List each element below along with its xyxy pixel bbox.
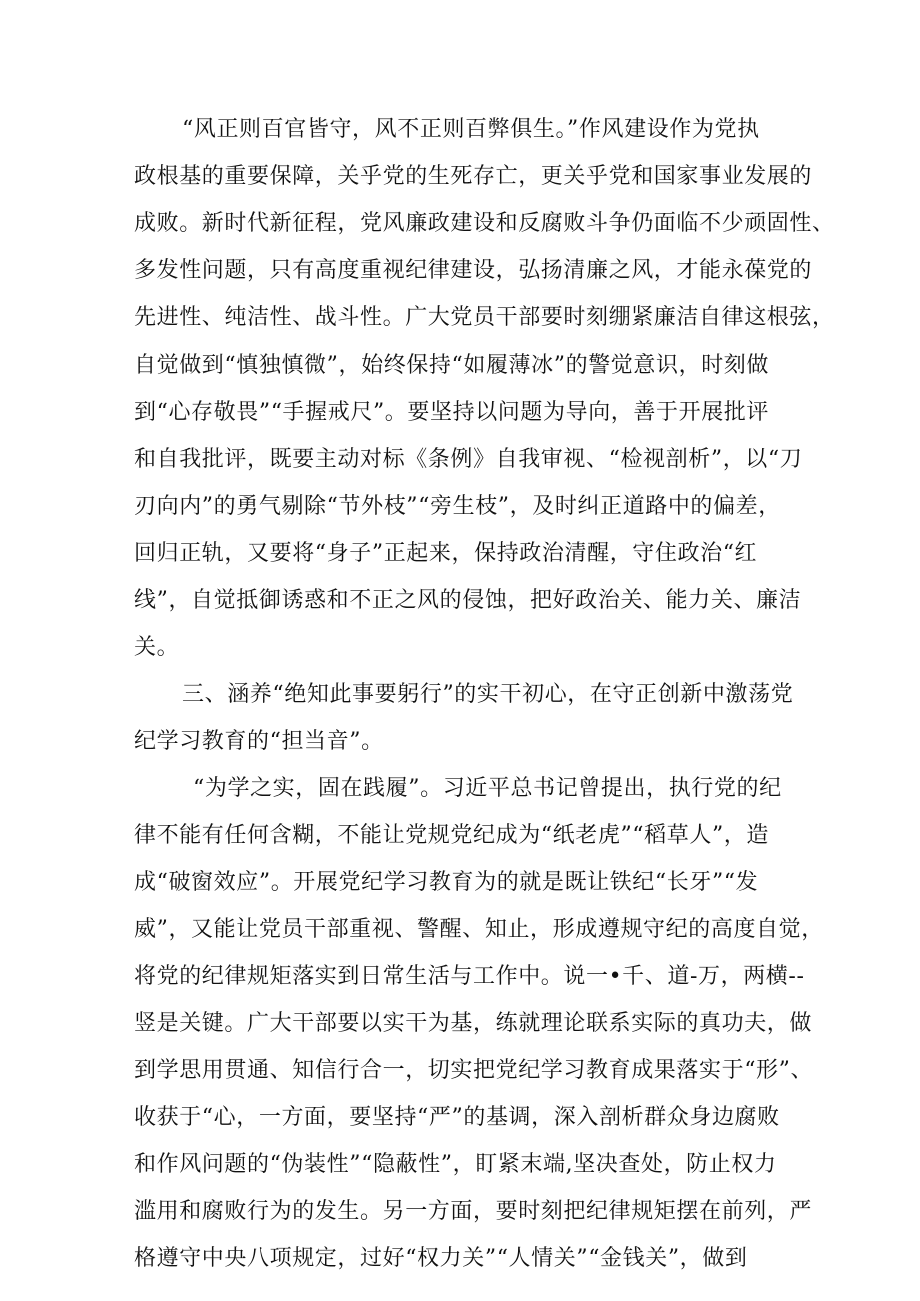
paragraph-2-line-8: 收获于“心，一方面，要坚持“严”的基调，深入剖析群众身边腐败 [134, 1105, 780, 1130]
paragraph-1-line-4: 多发性问题，只有高度重视纪律建设，弘扬清廉之风，才能永葆党的 [134, 258, 813, 283]
paragraph-2-line-9: 和作风问题的“伪装性”“隐蔽性”，盯紧末端,坚决查处，防止权力 [134, 1152, 777, 1177]
paragraph-2-line-7: 到学思用贯通、知信行合一，切实把党纪学习教育成果落实于“形”、 [134, 1058, 814, 1083]
paragraph-2-line-11: 格遵守中央八项规定，过好“权力关”“人情关”“金钱关”，做到 [134, 1246, 748, 1271]
paragraph-1-line-2: 政根基的重要保障，关乎党的生死存亡，更关乎党和国家事业发展的 [134, 164, 813, 189]
paragraph-1-line-11: 线”，自觉抵御诱惑和不正之风的侵蚀，把好政治关、能力关、廉洁 [134, 588, 802, 613]
paragraph-1-line-5: 先进性、纯洁性、战斗性。广大党员干部要时刻绷紧廉洁自律这根弦， [134, 305, 835, 330]
paragraph-1-line-10: 回归正轨，又要将“身子”正起来，保持政治清醒，守住政治“红 [134, 541, 758, 566]
paragraph-2-line-5: 将党的纪律规矩落实到日常生活与工作中。说一•千、道-万，两横-- [134, 964, 805, 989]
section-heading-line-2: 纪学习教育的“担当音”。 [134, 729, 384, 754]
paragraph-2-line-10: 滥用和腐败行为的发生。另一方面，要时刻把纪律规矩摆在前列，严 [134, 1199, 813, 1224]
paragraph-2-line-6: 竖是关键。广大干部要以实干为基，练就理论联系实际的真功夫，做 [134, 1011, 813, 1036]
section-heading-line-1: 三、涵养“绝知此事要躬行”的实干初心，在守正创新中激荡党 [182, 682, 794, 707]
paragraph-1-line-9: 刃向内”的勇气剔除“节外枝”“旁生枝”，及时纠正道路中的偏差， [134, 494, 781, 519]
paragraph-1-line-12: 关。 [134, 635, 180, 660]
paragraph-1-line-8: 和自我批评，既要主动对标《条例》自我审视、“检视剖析”，以“刀 [134, 447, 803, 472]
paragraph-2-line-4: 威”，又能让党员干部重视、警醒、知止，形成遵规守纪的高度自觉， [134, 917, 824, 942]
paragraph-1-line-7: 到“心存敬畏”“手握戒尺”。要坚持以问题为导向，善于开展批评 [134, 400, 769, 425]
paragraph-1-line-3: 成败。新时代新征程，党风廉政建设和反腐败斗争仍面临不少顽固性、 [134, 211, 835, 236]
paragraph-1-line-1: “风正则百官皆守，风不正则百弊俱生。”作风建设作为党执 [182, 117, 760, 142]
paragraph-1-line-6: 自觉做到“慎独慎微”，始终保持“如履薄冰”的警觉意识，时刻做 [134, 353, 769, 378]
paragraph-2-line-1: “为学之实，固在践履”。习近平总书记曾提出，执行党的纪 [193, 776, 782, 801]
paragraph-2-line-2: 律不能有任何含糊，不能让党规党纪成为“纸老虎”“稻草人”，造 [134, 823, 769, 848]
paragraph-2-line-3: 成“破窗效应”。开展党纪学习教育为的就是既让铁纪“长牙”“发 [134, 870, 759, 895]
